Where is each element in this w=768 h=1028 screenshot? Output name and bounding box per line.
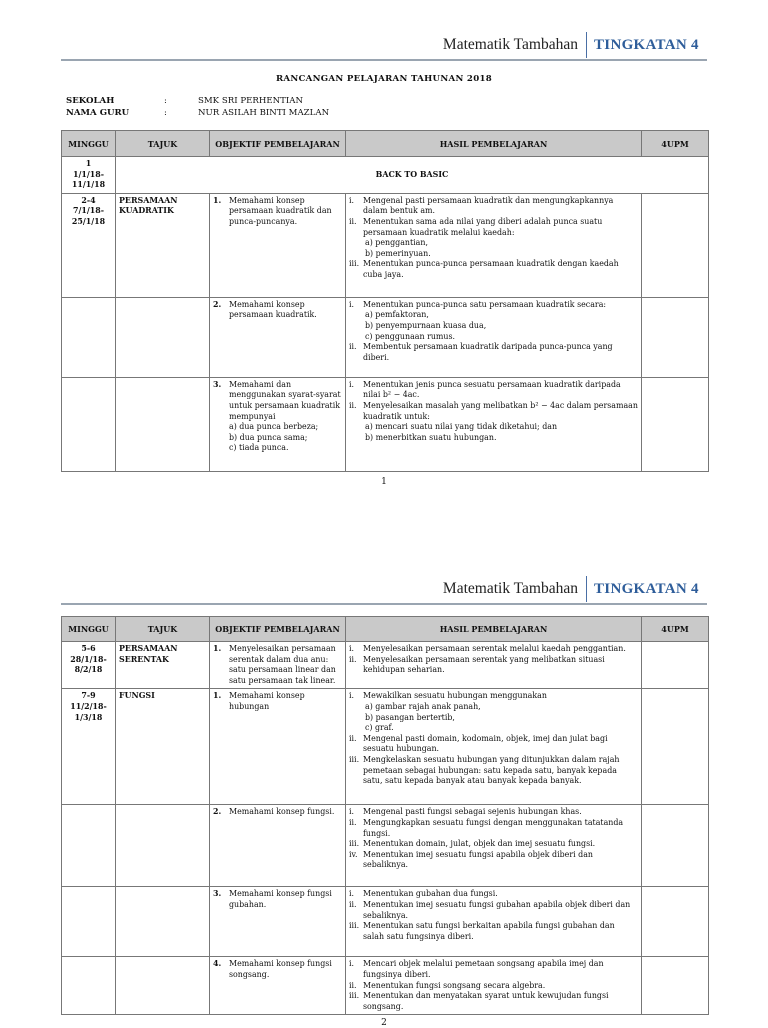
school-value: SMK SRI PERHENTIAN xyxy=(198,96,303,106)
objective-text: Memahami dan menggunakan syarat-syarat untuk persamaan kuadratik mempunyai xyxy=(229,379,341,421)
roman-num: ii. xyxy=(349,654,357,664)
objective-number: 1. xyxy=(213,644,222,653)
outcome-text: Menyelesaikan persamaan serentak melalui kaedah penggantian. xyxy=(363,644,626,653)
objective-number: 2. xyxy=(213,807,222,817)
outcome-text: Menentukan imej sesuatu fungsi gubahan apabila objek diberi dan sebaliknya. xyxy=(363,899,631,920)
outcome-sub: b) pemerinyuan. xyxy=(365,248,431,258)
roman-num: iii. xyxy=(349,754,360,764)
outcome-text: Menentukan sama ada nilai yang diberi adalah punca suatu persamaan kuadratik melalui kaedah: xyxy=(363,216,603,237)
objective-text: Menyelesaikan persamaan serentak dalam dua anu: satu persamaan linear dan satu persamaan tak linear. xyxy=(229,644,336,685)
objective-text: Memahami konsep persamaan kuadratik dan punca-puncanya. xyxy=(229,195,332,226)
upm-cell xyxy=(642,805,709,887)
objective-text: Memahami konsep fungsi. xyxy=(229,807,335,817)
roman-num: i. xyxy=(349,691,355,701)
objective-sub: a) dua punca berbeza; xyxy=(229,422,319,432)
table-row xyxy=(62,193,709,297)
outcome-text: Menentukan punca-punca satu persamaan kuadratik secara: xyxy=(363,299,607,309)
topic-cell xyxy=(116,377,210,471)
topic-cell xyxy=(116,805,210,887)
outcome-text: Membentuk persamaan kuadratik daripada punca-punca yang diberi. xyxy=(363,342,613,362)
table-row xyxy=(62,157,709,194)
school-row xyxy=(66,96,303,106)
upm-cell xyxy=(642,957,709,1015)
outcome-cell xyxy=(346,689,642,805)
outcome-text: Menentukan imej sesuatu fungsi apabila objek diberi dan sebaliknya. xyxy=(363,849,593,870)
table-row xyxy=(62,957,709,1015)
outcome-sub: b) pasangan bertertib, xyxy=(365,712,455,722)
upm-cell xyxy=(642,689,709,805)
roman-num: i. xyxy=(349,299,355,309)
outcome-sub: a) penggantian, xyxy=(365,238,428,248)
col-upm: 4UPM xyxy=(642,131,709,157)
upm-cell xyxy=(642,193,709,297)
outcome-sub: c) graf. xyxy=(365,723,394,733)
header-rule xyxy=(61,603,707,605)
upm-cell xyxy=(642,642,709,689)
outcome-text: Mewakilkan sesuatu hubungan menggunakan xyxy=(363,691,547,701)
plan-table-page2 xyxy=(61,616,709,1015)
objective-cell xyxy=(210,297,346,377)
roman-num: iii. xyxy=(349,839,360,849)
plan-table-page1 xyxy=(61,130,709,472)
roman-num: ii. xyxy=(349,817,357,827)
roman-num: i. xyxy=(349,889,355,899)
roman-num: iii. xyxy=(349,921,360,931)
col-hasil: HASIL PEMBELAJARAN xyxy=(346,617,642,642)
outcome-text: Menyelesaikan masalah yang melibatkan b² − 4ac dalam persamaan kuadratik untuk: xyxy=(363,400,638,421)
objective-text: Memahami konsep hubungan xyxy=(229,691,305,711)
week-cell: 5-6 28/1/18- 8/2/18 xyxy=(62,642,116,689)
table-row xyxy=(62,642,709,689)
outcome-text: Menentukan punca-punca persamaan kuadratik dengan kaedah cuba jaya. xyxy=(363,259,619,279)
header-subject: Matematik Tambahan xyxy=(442,36,578,53)
outcome-text: Menentukan fungsi songsang secara algebra. xyxy=(363,980,546,990)
roman-num: ii. xyxy=(349,216,357,226)
topic-cell: PERSAMAAN SERENTAK xyxy=(116,642,210,689)
objective-sub: c) tiada punca. xyxy=(229,443,289,453)
week-cell: 7-9 11/2/18- 1/3/18 xyxy=(62,689,116,805)
roman-num: i. xyxy=(349,195,355,205)
outcome-text: Menentukan dan menyatakan syarat untuk kewujudan fungsi songsang. xyxy=(363,991,609,1011)
back-to-basic: BACK TO BASIC xyxy=(116,157,709,194)
roman-num: iv. xyxy=(349,849,358,859)
table-row xyxy=(62,377,709,471)
week-cell xyxy=(62,805,116,887)
col-hasil: HASIL PEMBELAJARAN xyxy=(346,131,642,157)
col-minggu: MINGGU xyxy=(62,617,116,642)
page1-header xyxy=(0,30,768,70)
week-cell: 2-4 7/1/18- 25/1/18 xyxy=(62,193,116,297)
outcome-sub: c) penggunaan rumus. xyxy=(365,331,456,341)
roman-num: iii. xyxy=(349,991,360,1001)
header-separator xyxy=(586,32,587,58)
topic-cell: FUNGSI xyxy=(116,689,210,805)
objective-number: 4. xyxy=(213,959,222,969)
page-number: 2 xyxy=(381,1018,387,1028)
header-level: TINGKATAN 4 xyxy=(594,581,699,597)
objective-text: Memahami konsep fungsi gubahan. xyxy=(229,889,332,909)
teacher-label: NAMA GURU xyxy=(66,108,130,118)
col-objektif: OBJEKTIF PEMBELAJARAN xyxy=(210,617,346,642)
objective-number: 2. xyxy=(213,299,222,309)
page2-header xyxy=(0,574,768,614)
roman-num: i. xyxy=(349,807,355,817)
upm-cell xyxy=(642,297,709,377)
outcome-cell xyxy=(346,193,642,297)
col-minggu: MINGGU xyxy=(62,131,116,157)
table-row xyxy=(62,887,709,957)
document-title: RANCANGAN PELAJARAN TAHUNAN 2018 xyxy=(275,74,493,84)
objective-cell xyxy=(210,193,346,297)
week-cell xyxy=(62,957,116,1015)
week-cell xyxy=(62,297,116,377)
outcome-text: Menentukan jenis punca sesuatu persamaan kuadratik daripada nilai b² − 4ac. xyxy=(363,379,621,400)
outcome-cell xyxy=(346,805,642,887)
topic-cell: PERSAMAAN KUADRATIK xyxy=(116,193,210,297)
header-level: TINGKATAN 4 xyxy=(594,37,699,53)
week-cell xyxy=(62,377,116,471)
objective-cell xyxy=(210,689,346,805)
table-row xyxy=(62,689,709,805)
header-separator xyxy=(586,576,587,602)
week-cell: 1 1/1/18- 11/1/18 xyxy=(62,157,116,194)
outcome-cell xyxy=(346,642,642,689)
objective-cell xyxy=(210,642,346,689)
outcome-text: Menentukan satu fungsi berkaitan apabila fungsi gubahan dan salah satu fungsinya diberi. xyxy=(363,921,615,941)
roman-num: ii. xyxy=(349,980,357,990)
page-number: 1 xyxy=(381,477,387,487)
outcome-text: Menyelesaikan persamaan serentak yang melibatkan situasi kehidupan seharian. xyxy=(363,654,605,675)
outcome-cell xyxy=(346,377,642,471)
upm-cell xyxy=(642,887,709,957)
outcome-sub: a) gambar rajah anak panah, xyxy=(365,701,481,711)
header-subject: Matematik Tambahan xyxy=(442,580,578,597)
objective-number: 1. xyxy=(213,195,222,205)
outcome-text: Menentukan domain, julat, objek dan imej sesuatu fungsi. xyxy=(363,839,596,849)
topic-cell xyxy=(116,957,210,1015)
colon: : xyxy=(164,108,167,118)
roman-num: ii. xyxy=(349,733,357,743)
outcome-cell xyxy=(346,887,642,957)
teacher-row xyxy=(66,108,329,118)
col-tajuk: TAJUK xyxy=(116,617,210,642)
objective-number: 1. xyxy=(213,691,222,701)
objective-number: 3. xyxy=(213,379,222,389)
roman-num: i. xyxy=(349,644,355,653)
roman-num: ii. xyxy=(349,400,357,410)
roman-num: iii. xyxy=(349,259,360,269)
outcome-sub: a) pemfaktoran, xyxy=(365,310,429,320)
outcome-text: Mengkelaskan sesuatu hubungan yang ditunjukkan dalam rajah pemetaan sebagai hubungan: satu kepada satu, banyak kepada satu, satu kepada banyak atau banyak kepada banyak. xyxy=(363,754,620,786)
outcome-text: Mencari objek melalui pemetaan songsang apabila imej dan fungsinya diberi. xyxy=(363,959,604,979)
roman-num: i. xyxy=(349,959,355,969)
col-upm: 4UPM xyxy=(642,617,709,642)
col-tajuk: TAJUK xyxy=(116,131,210,157)
teacher-value: NUR ASILAH BINTI MAZLAN xyxy=(198,108,330,118)
roman-num: ii. xyxy=(349,342,357,352)
upm-cell xyxy=(642,377,709,471)
outcome-sub: b) menerbitkan suatu hubungan. xyxy=(365,432,497,442)
week-cell xyxy=(62,887,116,957)
topic-cell xyxy=(116,297,210,377)
col-objektif: OBJEKTIF PEMBELAJARAN xyxy=(210,131,346,157)
objective-cell xyxy=(210,805,346,887)
outcome-text: Mengenal pasti fungsi sebagai sejenis hubungan khas. xyxy=(363,807,582,817)
table-row xyxy=(62,805,709,887)
objective-cell xyxy=(210,887,346,957)
colon: : xyxy=(164,96,167,106)
objective-cell xyxy=(210,957,346,1015)
objective-text: Memahami konsep fungsi songsang. xyxy=(229,959,332,979)
objective-number: 3. xyxy=(213,889,222,899)
school-label: SEKOLAH xyxy=(66,96,115,106)
outcome-text: Mengenal pasti persamaan kuadratik dan mengungkapkannya dalam bentuk am. xyxy=(363,195,614,216)
outcome-sub: b) penyempurnaan kuasa dua, xyxy=(365,320,487,330)
topic-cell xyxy=(116,887,210,957)
outcome-sub: a) mencari suatu nilai yang tidak diketahui; dan xyxy=(365,422,558,432)
table-row xyxy=(62,297,709,377)
outcome-cell xyxy=(346,297,642,377)
outcome-text: Mengenal pasti domain, kodomain, objek, imej dan julat bagi sesuatu hubungan. xyxy=(363,733,608,754)
objective-sub: b) dua punca sama; xyxy=(229,432,308,442)
roman-num: ii. xyxy=(349,899,357,909)
roman-num: i. xyxy=(349,379,355,389)
outcome-cell xyxy=(346,957,642,1015)
objective-text: Memahami konsep persamaan kuadratik. xyxy=(229,299,317,320)
header-rule xyxy=(61,59,707,61)
outcome-text: Mengungkapkan sesuatu fungsi dengan menggunakan tatatanda fungsi. xyxy=(363,817,624,838)
objective-cell xyxy=(210,377,346,471)
outcome-text: Menentukan gubahan dua fungsi. xyxy=(363,889,498,899)
